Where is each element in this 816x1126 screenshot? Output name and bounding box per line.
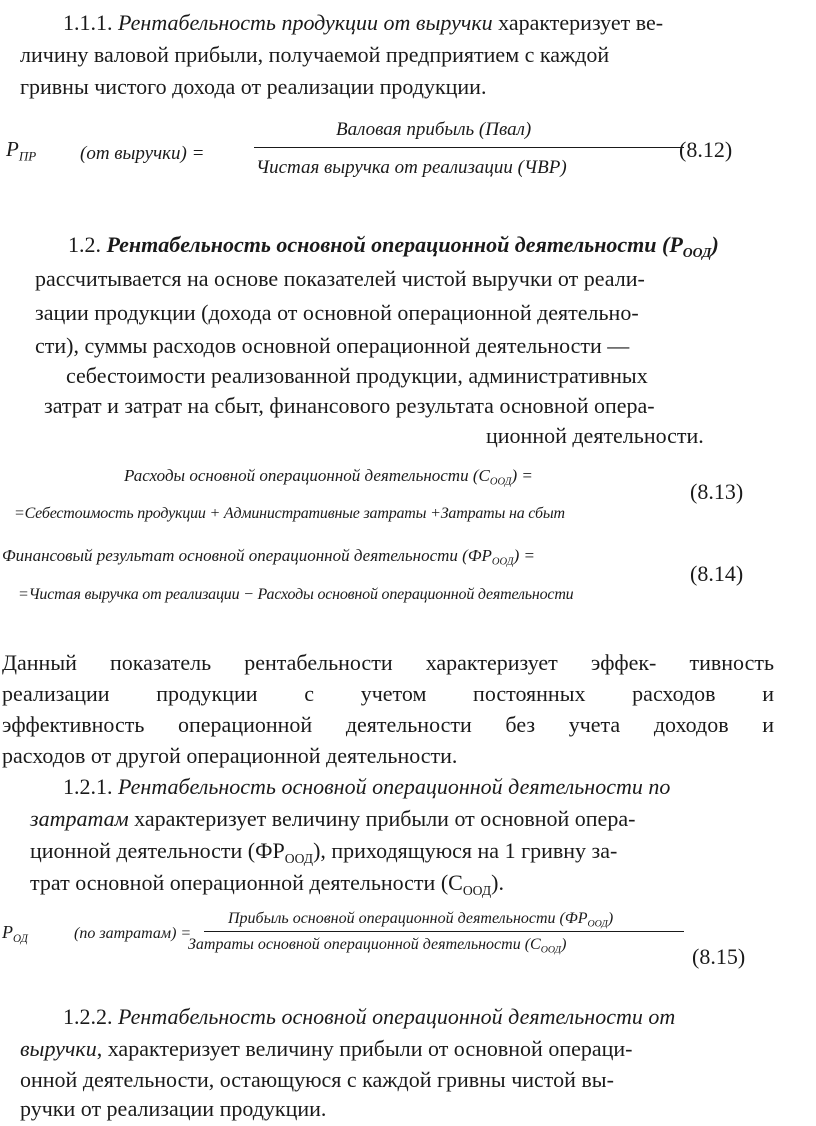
term: Рентабельность продукции от выручки bbox=[118, 10, 493, 35]
formula-8-14-line-1: Финансовый результат основной операционной деятельности $(ФР_{ООД})$ = bbox=[2, 546, 535, 568]
para-3-line-2: реализации продукции с учетом постоянных расходов и bbox=[2, 681, 774, 706]
fraction-bar bbox=[204, 931, 684, 932]
para-1-2-1-line-1: 1.2.1. Рентабельность основной операционной деятельности по bbox=[63, 774, 671, 799]
formula-8-12-lhs: $P_{ПР}$ bbox=[6, 137, 37, 164]
formula-8-12-denominator: Чистая выручка от реализации (ЧВР) bbox=[256, 157, 567, 178]
equation-number-8-15: (8.15) bbox=[692, 944, 746, 969]
para-1-2-line-6: затрат и затрат на сбыт, финансового результата основной опера- bbox=[44, 393, 655, 418]
para-1-2-line-3: зации продукции (дохода от основной операционной деятельно- bbox=[35, 300, 639, 325]
para-1-2-line-4: сти), суммы расходов основной операционной деятельности — bbox=[35, 333, 630, 358]
formula-8-15-denominator: Затраты основной операционной деятельности $(С_{ООД})$ bbox=[188, 936, 567, 956]
section-number: 1.2. bbox=[68, 232, 101, 257]
formula-8-12-numerator: Валовая прибыль (Пвал) bbox=[336, 119, 532, 140]
para-1-2-2-line-3: онной деятельности, остающуюся с каждой гривны чистой вы- bbox=[20, 1067, 614, 1092]
term: Рентабельность основной операционной деятельности $(P_{ООД})$ bbox=[106, 232, 719, 260]
para-1-2-1-line-2: затратам характеризует величину прибыли от основной опера- bbox=[30, 806, 636, 831]
para-1-2-2-line-4: ручки от реализации продукции. bbox=[20, 1096, 327, 1121]
para-3-line-1: Данный показатель рентабельности характеризует эффек- тивность bbox=[2, 650, 774, 675]
equation-number-8-13: (8.13) bbox=[690, 479, 744, 504]
formula-8-15-numerator: Прибыль основной операционной деятельности $(ФР_{ООД})$ bbox=[228, 910, 614, 930]
section-number: 1.1.1. bbox=[63, 10, 113, 35]
formula-8-12-paren: (от выручки) = bbox=[80, 143, 205, 164]
para-1-1-1-line-1: 1.1.1. Рентабельность продукции от выручки характеризует ве- bbox=[63, 10, 664, 35]
para-1-2-2-line-2: выручки, характеризует величину прибыли от основной операци- bbox=[20, 1036, 633, 1061]
formula-8-13-line-2: =Себестоимость продукции + Административные затраты +Затраты на сбыт bbox=[14, 505, 565, 522]
equation-number-8-14: (8.14) bbox=[690, 561, 744, 586]
formula-8-15-lhs: $P_{ОД}$ bbox=[2, 922, 28, 945]
para-1-1-1-line-3: гривны чистого дохода от реализации продукции. bbox=[20, 74, 487, 99]
para-3-line-3: эффективность операционной деятельности без учета доходов и bbox=[2, 712, 774, 737]
formula-8-15-paren: (по затратам) = bbox=[74, 925, 192, 942]
para-3-line-4: расходов от другой операционной деятельности. bbox=[2, 743, 458, 768]
para-1-2-1-line-3: ционной деятельности $(ФР_{ООД})$, приходящуюся на 1 гривну за- bbox=[30, 838, 618, 866]
para-1-2-line-7: ционной деятельности. bbox=[486, 423, 704, 448]
para-1-2-line-2: рассчитывается на основе показателей чистой выручки от реали- bbox=[35, 266, 645, 291]
section-number: 1.2.2. bbox=[63, 1004, 113, 1029]
section-number: 1.2.1. bbox=[63, 774, 113, 799]
para-1-2-2-line-1: 1.2.2. Рентабельность основной операционной деятельности от bbox=[63, 1004, 676, 1029]
para-1-1-1-line-2: личину валовой прибыли, получаемой предприятием с каждой bbox=[20, 42, 610, 67]
formula-8-14-line-2: =Чистая выручка от реализации − Расходы основной операционной деятельности bbox=[18, 586, 574, 603]
formula-8-13-line-1: Расходы основной операционной деятельности $(C_{ООД})$ = bbox=[124, 466, 533, 488]
equation-number-8-12: (8.12) bbox=[679, 137, 733, 162]
para-1-2-1-line-4: трат основной операционной деятельности $(С_{ООД})$. bbox=[30, 870, 504, 898]
para-1-2-line-5: себестоимости реализованной продукции, административных bbox=[66, 363, 648, 388]
fraction-bar bbox=[254, 147, 684, 148]
